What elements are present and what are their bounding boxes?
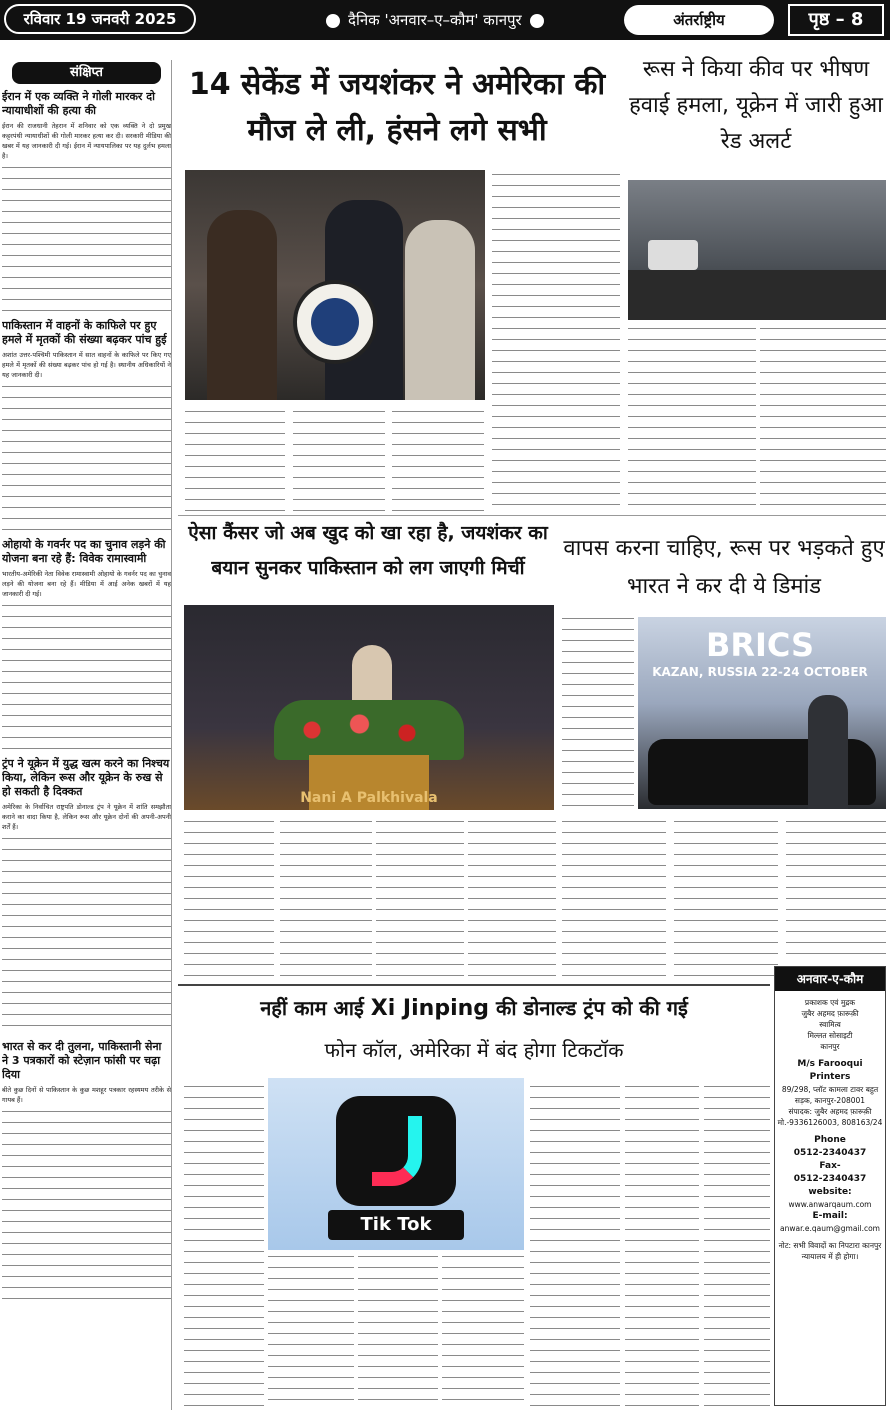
person-figure	[808, 695, 848, 809]
imprint-line: E-mail:	[812, 1211, 848, 1221]
article-text	[184, 815, 274, 981]
imprint-line: नोट: सभी विवादों का निपटारा कानपुर न्यायालय में ही होगा।	[778, 1241, 882, 1261]
article-text	[358, 1250, 438, 1410]
issue-date: रविवार 19 जनवरी 2025	[4, 4, 196, 34]
palkhivala-event-photo	[184, 605, 554, 810]
imprint-line: 0512-2340437	[793, 1148, 867, 1158]
imprint-line: मिल्लत सोसाइटी	[807, 1031, 853, 1040]
consulate-seal-icon	[293, 280, 377, 364]
vehicle	[648, 240, 698, 270]
brief-headline: ट्रंप ने यूक्रेन में युद्ध खत्म करने का निश्चय किया, लेकिन रूस और यूक्रेन के रुख से हो सकती है दिक्कत	[2, 757, 170, 798]
bullet-icon	[530, 14, 544, 28]
article-text	[530, 1080, 620, 1410]
article-text	[293, 405, 385, 511]
brief-text-lines	[2, 380, 171, 530]
imprint-line: www.anwarqaum.com	[788, 1200, 872, 1209]
xi-headline-line1	[182, 988, 766, 1029]
brief-item	[2, 757, 171, 1032]
brief-headline: भारत से कर दी तुलना, पाकिस्तानी सेना ने 3 पत्रकारों को स्टेज़ान फांसी पर चढ़ा दिया	[2, 1040, 162, 1081]
brief-body: भारतीय-अमेरिकी नेता विवेक रामास्वामी ओहायो के गवर्नर पद का चुनाव लड़ने की योजना बना रहे हैं। मीडिया में आई अनेक खबरों में यह जानकारी दी गई।	[2, 570, 171, 598]
imprint-line: M/s Farooqui Printers	[797, 1059, 863, 1082]
article-text	[376, 815, 464, 981]
briefs-tag: संक्षिप्त	[12, 62, 161, 84]
article-text	[628, 322, 756, 518]
tiktok-logo-icon	[336, 1096, 456, 1206]
masthead	[0, 0, 890, 40]
imprint-line: anwar.e.qaum@gmail.com	[779, 1224, 880, 1233]
article-text	[562, 815, 666, 981]
brics-subtitle: KAZAN, RUSSIA 22-24 OCTOBER	[652, 665, 868, 679]
imprint-line: website:	[808, 1187, 852, 1197]
section-label: अंतर्राष्ट्रीय	[624, 5, 774, 35]
russia-kyiv-headline: रूस ने किया कीव पर भीषण हवाई हमला, यूक्रेन में जारी हुआ रेड अलर्ट	[629, 57, 883, 154]
article-text	[674, 815, 778, 981]
article-text	[760, 322, 886, 518]
brics-banner: BRICS	[705, 626, 815, 664]
article-text	[280, 815, 372, 981]
brief-text-lines	[2, 1105, 171, 1305]
brief-text-lines	[2, 832, 171, 1032]
tiktok-photo	[268, 1078, 524, 1250]
cancer-headline: ऐसा कैंसर जो अब खुद को खा रहा है, जयशंकर का बयान सुनकर पाकिस्तान को लग जाएगी मिर्ची	[188, 522, 548, 579]
brief-body: अशांत उत्तर-पश्चिमी पाकिस्तान में सात वाहनों के काफिले पर किए गए हमले में मृतकों की संख्या बढ़कर पांच हो गई है। स्थानीय अधिकारियों ने यह जानकारी दी।	[2, 351, 171, 379]
imprint-box	[774, 966, 886, 1406]
brief-item	[2, 319, 171, 530]
person-figure	[405, 220, 475, 400]
speaker-figure	[352, 645, 392, 705]
consulate-photo	[185, 170, 485, 400]
article-text	[185, 405, 285, 511]
article-text	[562, 612, 634, 812]
article-text	[442, 1250, 524, 1410]
jaishankar-headline: 14 सेकेंड में जयशंकर ने अमेरिका की मौज ले ली, हंसने लगे सभी	[188, 67, 606, 148]
paper-title: दैनिक 'अनवार–ए–कौम' कानपुर	[348, 11, 522, 29]
imprint-line: संपादक: जुबैर अहमद फ़ारूक़ी	[788, 1107, 872, 1116]
xi-headline-pre: नहीं काम आई	[260, 996, 371, 1020]
imprint-line: स्वामित्व	[819, 1020, 841, 1029]
brief-item	[2, 1040, 171, 1305]
brief-body: ईरान की राजधानी तेहरान में शनिवार को एक व्यक्ति ने दो प्रमुख कट्टरपंथी न्यायाधीशों की गोली मारकर हत्या कर दी। सरकारी मीडिया की खबर में यह जानकारी दी गई। ईरान में न्यायपालिका पर यह दुर्लभ हमला है।	[2, 122, 171, 160]
brief-body: बीते कुछ दिनों से पाकिस्तान के कुछ मशहूर पत्रकार रहस्यमय तरीके से गायब हैं।	[2, 1086, 171, 1104]
event-banner: Nani A Palkhivala	[300, 790, 438, 806]
xi-headline-latin: Xi Jinping	[370, 996, 490, 1021]
brief-item	[2, 90, 171, 311]
imprint-line: कानपुर	[820, 1042, 840, 1051]
article-text	[786, 815, 886, 963]
bullet-icon	[326, 14, 340, 28]
russia-demand-headline: वापस करना चाहिए, रूस पर भड़कते हुए भारत ने कर दी ये डिमांड	[563, 536, 885, 599]
xi-headline-post: की डोनाल्ड ट्रंप को की गई	[489, 996, 688, 1020]
article-text	[625, 1080, 699, 1410]
brief-headline: ओहायो के गवर्नर पद का चुनाव लड़ने की योजना बना रहे हैं: विवेक रामास्वामी	[2, 538, 166, 565]
road-area	[628, 270, 886, 320]
imprint-title: अनवार-ए-कौम	[775, 967, 885, 991]
imprint-line: जुबैर अहमद फ़ारूक़ी	[801, 1009, 859, 1018]
brief-headline: पाकिस्तान में वाहनों के काफिले पर हुए हमले में मृतकों की संख्या बढ़कर पांच हुई	[2, 319, 167, 346]
brief-body: अमेरिका के निर्वाचित राष्ट्रपति डोनाल्ड ट्रंप ने यूक्रेन में शांति समझौता कराने का वादा किया है, लेकिन रूस और यूक्रेन दोनों की अपनी-अपनी शर्तें हैं।	[2, 803, 171, 831]
article-text	[492, 168, 620, 511]
imprint-line: 0512-2340437	[793, 1174, 867, 1184]
kyiv-attack-photo	[628, 180, 886, 320]
brief-text-lines	[2, 599, 171, 749]
imprint-line: Fax-	[819, 1161, 841, 1171]
imprint-line: Phone	[814, 1135, 846, 1145]
person-figure	[207, 210, 277, 400]
brief-text-lines	[2, 161, 171, 311]
imprint-line: प्रकाशक एवं मुद्रक	[804, 998, 856, 1007]
article-text	[468, 815, 556, 981]
article-text	[392, 405, 484, 511]
imprint-line: मो.-9336126003, 808163/24	[777, 1118, 883, 1127]
article-text	[184, 1080, 264, 1410]
brics-summit-photo	[638, 617, 886, 809]
brief-item	[2, 538, 171, 749]
xi-headline-line2: फोन कॉल, अमेरिका में बंद होगा टिकटॉक	[324, 1038, 624, 1062]
article-text	[704, 1080, 770, 1410]
tiktok-label: Tik Tok	[328, 1210, 464, 1240]
article-text	[268, 1250, 354, 1410]
briefs-column	[2, 60, 172, 1410]
page-number: पृष्ठ – 8	[788, 4, 884, 36]
brief-headline: ईरान में एक व्यक्ति ने गोली मारकर दो न्यायाधीशों की हत्या की	[2, 90, 155, 117]
newspaper-name	[318, 7, 618, 33]
imprint-line: 89/298, प्लॉट कामला टावर बहुत सड़क, कानपुर-208001	[781, 1085, 879, 1105]
divider	[178, 984, 770, 986]
flower-arrangement	[274, 700, 464, 760]
